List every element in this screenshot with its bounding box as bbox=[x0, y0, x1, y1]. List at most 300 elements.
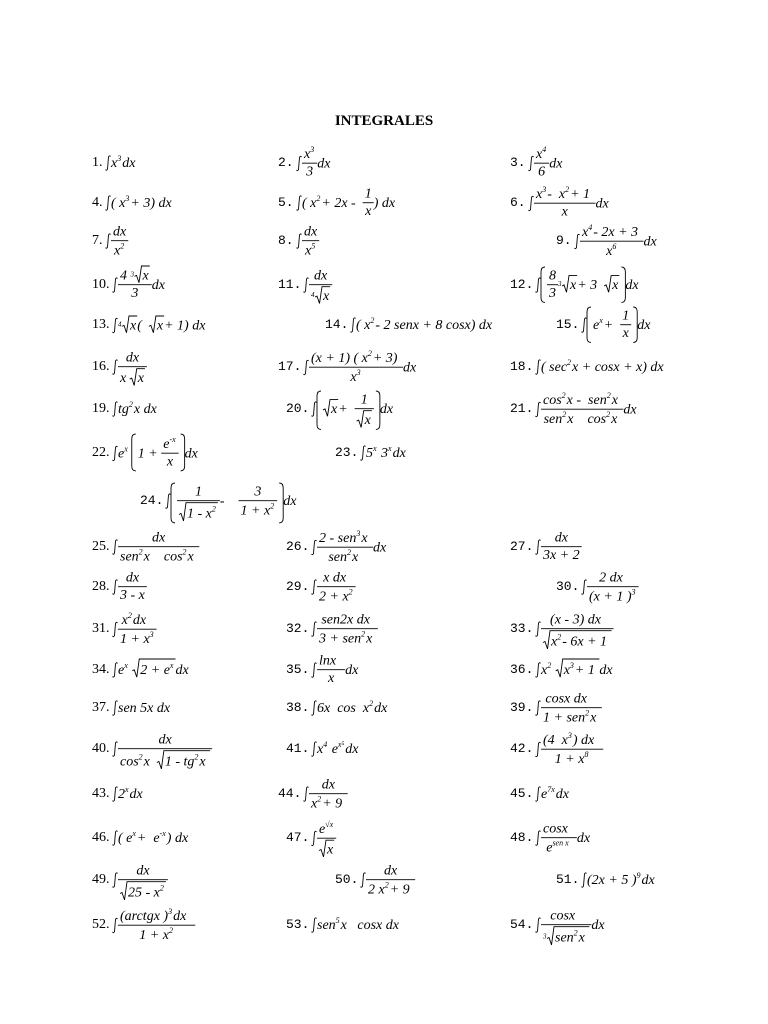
svg-text:2: 2 bbox=[368, 882, 376, 898]
svg-text:1 +: 1 + bbox=[240, 503, 261, 519]
integral-problem bbox=[286, 389, 400, 432]
svg-text:(: ( bbox=[301, 195, 307, 211]
svg-text:2 +: 2 + bbox=[139, 662, 160, 678]
problem-number: 2. bbox=[278, 154, 294, 170]
integral-expression bbox=[111, 264, 175, 303]
svg-text:2: 2 bbox=[182, 547, 187, 557]
problem-number: 41. bbox=[286, 740, 310, 756]
svg-text:dx: dx bbox=[151, 530, 165, 546]
svg-text:x dx: x dx bbox=[323, 570, 347, 586]
problem-number: 19. bbox=[92, 400, 110, 416]
integral-problem bbox=[92, 223, 132, 260]
svg-text:(: ( bbox=[136, 317, 142, 333]
problem-number: 28. bbox=[92, 578, 110, 594]
svg-text:x: x bbox=[373, 444, 377, 454]
svg-text:-x: -x bbox=[159, 829, 166, 839]
svg-text:tg: tg bbox=[183, 754, 194, 770]
svg-text:sen: sen bbox=[342, 631, 362, 647]
integral-problem bbox=[510, 529, 585, 565]
svg-text:tg: tg bbox=[117, 401, 129, 417]
formula-svg bbox=[111, 569, 150, 605]
formula-svg bbox=[534, 265, 646, 305]
svg-text:) dx: ) dx bbox=[573, 732, 595, 748]
problem-number: 3. bbox=[510, 154, 526, 170]
svg-text:dx: dx bbox=[637, 317, 651, 333]
problem-number: 15. bbox=[556, 316, 580, 332]
svg-text:e: e bbox=[332, 741, 339, 757]
svg-text:x: x bbox=[562, 732, 569, 748]
integral-expression bbox=[573, 222, 667, 261]
svg-text:dx: dx bbox=[125, 570, 139, 586]
svg-text:3: 3 bbox=[167, 906, 172, 916]
svg-text:dx: dx bbox=[384, 863, 398, 879]
svg-text:+ 3): + 3) bbox=[373, 350, 398, 366]
svg-text:4: 4 bbox=[117, 319, 121, 328]
svg-text:2: 2 bbox=[117, 786, 125, 802]
svg-text:x: x bbox=[341, 917, 348, 933]
problem-number: 1. bbox=[92, 154, 103, 170]
integral-problem bbox=[510, 657, 623, 680]
formula-svg bbox=[534, 611, 617, 651]
svg-text:x: x bbox=[142, 631, 150, 647]
formula-svg bbox=[310, 915, 413, 936]
svg-text:x: x bbox=[579, 930, 586, 946]
formula-svg bbox=[104, 153, 146, 174]
integral-problem bbox=[286, 915, 413, 936]
svg-text:2: 2 bbox=[361, 629, 366, 639]
svg-text:x: x bbox=[378, 882, 386, 898]
integral-problem bbox=[510, 357, 674, 378]
integral-problem bbox=[286, 528, 397, 567]
problem-number: 29. bbox=[286, 578, 310, 594]
integral-expression bbox=[527, 184, 619, 221]
problem-number: 46. bbox=[92, 829, 110, 845]
problem-number: 22. bbox=[92, 444, 110, 460]
integral-problem bbox=[510, 611, 617, 651]
integral-expression bbox=[111, 906, 199, 945]
problem-number: 44. bbox=[278, 785, 302, 801]
integral-problem bbox=[510, 184, 619, 221]
problem-number: 42. bbox=[510, 740, 534, 756]
integral-problem bbox=[92, 264, 175, 303]
formula-svg bbox=[310, 611, 381, 648]
svg-text:3: 3 bbox=[149, 629, 154, 639]
integral-problem bbox=[510, 784, 579, 805]
svg-text:x: x bbox=[535, 186, 542, 202]
svg-text:dx: dx bbox=[380, 401, 394, 417]
svg-text:3: 3 bbox=[254, 484, 262, 500]
formula-svg bbox=[573, 222, 667, 261]
problem-number: 4. bbox=[92, 194, 103, 210]
formula-svg bbox=[104, 223, 132, 260]
svg-text:3: 3 bbox=[356, 367, 361, 377]
svg-text:2: 2 bbox=[562, 390, 567, 400]
integral-expression bbox=[359, 862, 419, 899]
svg-text:5: 5 bbox=[366, 445, 374, 461]
svg-text:sen x: sen x bbox=[552, 838, 570, 848]
svg-text:x: x bbox=[365, 413, 372, 429]
formula-svg bbox=[349, 315, 510, 336]
svg-text:x -: x - bbox=[567, 392, 582, 408]
svg-text:3: 3 bbox=[356, 528, 361, 538]
integral-problem bbox=[92, 349, 150, 388]
formula-svg bbox=[302, 348, 427, 387]
svg-text:cos: cos bbox=[543, 392, 563, 408]
svg-text:2: 2 bbox=[193, 752, 198, 762]
svg-text:x: x bbox=[166, 454, 173, 470]
svg-text:) dx: ) dx bbox=[373, 195, 395, 211]
svg-text:sen: sen bbox=[566, 710, 586, 726]
integral-expression bbox=[534, 529, 585, 565]
svg-text:(x + 1 ): (x + 1 ) bbox=[589, 589, 632, 605]
integral-expression bbox=[111, 862, 171, 902]
svg-text:sen: sen bbox=[328, 549, 348, 565]
svg-text:cos: cos bbox=[550, 908, 570, 924]
integral-expression bbox=[111, 731, 216, 771]
integral-expression bbox=[359, 443, 416, 464]
problem-number: 11. bbox=[278, 276, 302, 292]
problem-number: 10. bbox=[92, 276, 110, 292]
svg-text:+ 9: + 9 bbox=[322, 796, 343, 812]
integral-expression bbox=[111, 399, 167, 420]
formula-svg bbox=[310, 739, 369, 760]
svg-text:- 2 senx + 8 cosx) dx: - 2 senx + 8 cosx) dx bbox=[375, 317, 493, 333]
svg-text:(: ( bbox=[117, 830, 123, 846]
formula-svg bbox=[111, 906, 199, 945]
svg-text:x: x bbox=[581, 224, 588, 240]
problem-number: 53. bbox=[286, 916, 310, 932]
svg-text:x: x bbox=[311, 796, 318, 812]
svg-text:x: x bbox=[303, 146, 310, 162]
svg-text:dx: dx bbox=[373, 539, 387, 555]
svg-text:+ 1) dx: + 1) dx bbox=[163, 317, 205, 333]
integral-expression bbox=[295, 223, 323, 260]
svg-text:2 +: 2 + bbox=[319, 589, 340, 605]
integral-problem bbox=[278, 223, 323, 260]
integral-expression bbox=[349, 315, 510, 336]
problem-number: 7. bbox=[92, 232, 103, 248]
integral-expression bbox=[580, 569, 642, 606]
integral-expression bbox=[534, 784, 579, 805]
svg-text:sen 5x dx: sen 5x dx bbox=[117, 700, 170, 716]
svg-text:4: 4 bbox=[311, 291, 315, 300]
problem-number: 24. bbox=[140, 492, 164, 508]
integral-expression bbox=[111, 314, 216, 336]
problem-number: 37. bbox=[92, 699, 110, 715]
formula-svg bbox=[111, 610, 160, 649]
svg-text:9: 9 bbox=[636, 871, 641, 881]
formula-svg bbox=[310, 528, 397, 567]
formula-svg bbox=[359, 862, 419, 899]
formula-svg bbox=[534, 820, 601, 857]
svg-text:(x - 3) dx: (x - 3) dx bbox=[550, 612, 602, 628]
svg-text:dx: dx bbox=[157, 732, 172, 748]
svg-text:-: - bbox=[546, 186, 552, 202]
svg-text:7x: 7x bbox=[547, 785, 556, 795]
svg-text:2: 2 bbox=[159, 883, 164, 893]
formula-svg bbox=[302, 776, 351, 813]
svg-text:x: x bbox=[304, 243, 311, 259]
svg-text:) dx: ) dx bbox=[166, 830, 188, 846]
svg-text:sen: sen bbox=[588, 392, 608, 408]
svg-text:x: x bbox=[541, 662, 548, 678]
integral-problem bbox=[92, 314, 216, 336]
svg-text:- 2x + 3: - 2x + 3 bbox=[592, 224, 638, 240]
svg-text:8: 8 bbox=[584, 749, 589, 759]
svg-text:3 +: 3 + bbox=[319, 631, 340, 647]
problem-number: 21. bbox=[510, 400, 534, 416]
svg-text:x: x bbox=[561, 204, 568, 220]
svg-text:+: + bbox=[338, 401, 349, 417]
integral-problem bbox=[92, 731, 216, 771]
integral-problem bbox=[286, 652, 369, 688]
integral-expression bbox=[111, 657, 199, 680]
svg-text:x: x bbox=[309, 195, 316, 211]
integral-expression bbox=[534, 357, 674, 378]
svg-text:(: ( bbox=[541, 359, 547, 375]
integral-problem bbox=[335, 443, 416, 464]
problem-number: 50. bbox=[335, 871, 359, 887]
integral-problem bbox=[510, 144, 573, 181]
svg-text:+ 9: + 9 bbox=[390, 882, 411, 898]
svg-text:x: x bbox=[153, 885, 160, 901]
svg-text:4: 4 bbox=[323, 740, 328, 750]
problem-number: 8. bbox=[278, 232, 294, 248]
svg-text:e: e bbox=[163, 662, 170, 678]
svg-text:cos: cos bbox=[545, 691, 565, 707]
svg-text:x: x bbox=[578, 751, 585, 767]
svg-text:x: x bbox=[113, 243, 120, 259]
svg-text:6x: 6x bbox=[317, 700, 331, 716]
svg-text:3: 3 bbox=[130, 270, 134, 279]
svg-text:2: 2 bbox=[127, 610, 132, 620]
svg-text:3: 3 bbox=[116, 154, 121, 164]
integral-expression bbox=[111, 529, 203, 566]
svg-text:2: 2 bbox=[349, 587, 354, 597]
svg-text:3: 3 bbox=[381, 445, 389, 461]
formula-svg bbox=[111, 657, 199, 680]
svg-text:x: x bbox=[362, 350, 369, 366]
formula-svg bbox=[295, 223, 323, 260]
svg-text:2: 2 bbox=[606, 409, 611, 419]
problem-number: 14. bbox=[325, 316, 349, 332]
svg-text:x: x bbox=[169, 661, 173, 671]
formula-svg bbox=[164, 481, 303, 525]
svg-text:x: x bbox=[350, 369, 358, 385]
formula-svg bbox=[310, 698, 398, 719]
svg-text:3: 3 bbox=[305, 164, 313, 180]
svg-text:25 -: 25 - bbox=[127, 885, 150, 901]
integral-problem bbox=[92, 657, 199, 680]
integral-problem bbox=[92, 906, 199, 945]
integral-expression bbox=[534, 690, 605, 727]
svg-text:2: 2 bbox=[385, 880, 390, 890]
problem-number: 26. bbox=[286, 538, 310, 554]
svg-text:x: x bbox=[123, 444, 128, 454]
svg-text:dx: dx bbox=[623, 401, 638, 417]
formula-svg bbox=[111, 432, 205, 473]
svg-text:x: x bbox=[611, 411, 618, 427]
svg-text:x: x bbox=[118, 195, 125, 211]
integral-expression bbox=[310, 819, 340, 859]
problem-number: 18. bbox=[510, 358, 534, 374]
svg-text:2: 2 bbox=[119, 241, 124, 251]
formula-svg bbox=[111, 731, 216, 771]
svg-text:x: x bbox=[327, 842, 334, 858]
formula-svg bbox=[534, 357, 674, 378]
problem-number: 5. bbox=[278, 194, 294, 210]
svg-text:x + cosx + x) dx: x + cosx + x) dx bbox=[572, 359, 665, 375]
problem-number: 45. bbox=[510, 785, 534, 801]
integral-problem bbox=[278, 348, 427, 387]
integral-problem bbox=[278, 144, 341, 181]
svg-text:x: x bbox=[567, 411, 574, 427]
svg-text:3: 3 bbox=[124, 194, 129, 204]
problem-number: 12. bbox=[510, 276, 534, 292]
problem-number: 52. bbox=[92, 916, 110, 932]
integral-expression bbox=[534, 611, 617, 651]
svg-text:1 -: 1 - bbox=[164, 754, 180, 770]
integral-problem bbox=[286, 569, 359, 606]
svg-text:x: x bbox=[361, 530, 368, 546]
formula-svg bbox=[534, 390, 647, 429]
formula-svg bbox=[111, 828, 199, 849]
formula-svg bbox=[295, 185, 406, 221]
svg-text:dx: dx bbox=[303, 224, 317, 240]
svg-text:x: x bbox=[366, 631, 373, 647]
svg-text:x: x bbox=[623, 326, 630, 342]
svg-text:x: x bbox=[342, 589, 350, 605]
problem-number: 30. bbox=[556, 578, 580, 594]
integral-expression bbox=[310, 611, 381, 648]
svg-text:2: 2 bbox=[562, 409, 567, 419]
svg-text:x: x bbox=[564, 662, 571, 678]
svg-text:2: 2 bbox=[567, 358, 572, 368]
problem-number: 31. bbox=[92, 620, 110, 636]
svg-text:2: 2 bbox=[557, 632, 562, 642]
svg-text:2 -: 2 - bbox=[319, 530, 335, 546]
svg-text:x: x bbox=[198, 754, 206, 770]
integral-problem bbox=[92, 784, 153, 805]
integral-problem bbox=[286, 698, 398, 719]
svg-text:x dx: x dx bbox=[133, 401, 157, 417]
svg-text:2: 2 bbox=[369, 699, 374, 709]
svg-text:dx: dx bbox=[184, 445, 198, 461]
svg-text:x: x bbox=[363, 700, 370, 716]
svg-text:cos: cos bbox=[163, 549, 183, 565]
svg-text:x: x bbox=[599, 316, 604, 326]
integral-problem bbox=[286, 739, 369, 760]
formula-svg bbox=[310, 652, 369, 688]
svg-text:dx: dx bbox=[625, 277, 639, 293]
problem-number: 20. bbox=[286, 400, 310, 416]
integral-problem bbox=[556, 222, 667, 261]
integral-problem bbox=[556, 870, 665, 891]
integral-problem bbox=[325, 315, 510, 336]
svg-text:1: 1 bbox=[622, 308, 630, 324]
svg-text:cos: cos bbox=[119, 754, 139, 770]
integral-problem bbox=[92, 862, 171, 902]
integral-expression bbox=[295, 185, 406, 221]
svg-text:x: x bbox=[558, 186, 565, 202]
integral-expression bbox=[534, 657, 623, 680]
formula-svg bbox=[111, 314, 216, 336]
formula-svg bbox=[104, 193, 182, 214]
svg-text:x: x bbox=[352, 549, 359, 565]
integral-expression bbox=[527, 144, 573, 181]
svg-text:x⁵: x⁵ bbox=[338, 740, 345, 750]
svg-text:x: x bbox=[187, 549, 194, 565]
integral-expression bbox=[111, 349, 150, 388]
svg-text:x: x bbox=[323, 289, 330, 305]
integral-expression bbox=[310, 389, 400, 432]
svg-text:3: 3 bbox=[541, 184, 546, 194]
svg-text:2: 2 bbox=[585, 708, 590, 718]
svg-text:+ 1: + 1 bbox=[575, 662, 596, 678]
svg-text:sen: sen bbox=[543, 411, 563, 427]
formula-svg bbox=[534, 690, 605, 727]
svg-text:+: + bbox=[136, 830, 146, 846]
svg-text:dx: dx bbox=[595, 195, 609, 211]
svg-text:e: e bbox=[546, 840, 553, 856]
problem-number: 9. bbox=[556, 232, 572, 248]
integral-problem bbox=[92, 193, 182, 214]
svg-text:-x: -x bbox=[168, 434, 176, 444]
integral-problem bbox=[92, 399, 167, 420]
svg-text:x: x bbox=[123, 661, 128, 671]
integral-expression bbox=[111, 784, 153, 805]
formula-svg bbox=[534, 529, 585, 565]
problem-number: 25. bbox=[92, 538, 110, 554]
svg-text:1: 1 bbox=[195, 484, 203, 500]
formula-svg bbox=[111, 862, 171, 902]
svg-text:x: x bbox=[590, 710, 597, 726]
problem-number: 54. bbox=[510, 916, 534, 932]
svg-text:e: e bbox=[319, 821, 326, 837]
svg-text:e: e bbox=[117, 662, 124, 678]
svg-text:x: x bbox=[535, 146, 542, 162]
formula-svg bbox=[302, 267, 336, 306]
svg-text:e: e bbox=[152, 830, 160, 846]
integral-expression bbox=[295, 144, 341, 181]
svg-text:3: 3 bbox=[570, 661, 575, 671]
svg-text:dx: dx bbox=[151, 277, 165, 293]
svg-text:x: x bbox=[137, 371, 144, 387]
svg-text:dx: dx bbox=[174, 662, 189, 678]
svg-text:e: e bbox=[117, 445, 124, 461]
svg-text:2: 2 bbox=[574, 928, 579, 938]
formula-svg bbox=[111, 264, 175, 303]
svg-text:x: x bbox=[364, 204, 371, 220]
svg-text:sen: sen bbox=[338, 530, 357, 546]
svg-text:3: 3 bbox=[558, 279, 562, 288]
integral-problem bbox=[92, 529, 203, 566]
problem-number: 27. bbox=[510, 538, 534, 554]
problem-number: 51. bbox=[556, 871, 580, 887]
svg-text:1 -: 1 - bbox=[187, 506, 203, 522]
formula-svg bbox=[111, 349, 150, 388]
integral-problem bbox=[278, 776, 351, 813]
svg-text:x: x bbox=[131, 829, 136, 839]
integral-expression bbox=[104, 223, 132, 260]
svg-text:5: 5 bbox=[310, 241, 315, 251]
svg-text:e: e bbox=[162, 436, 169, 452]
integral-expression bbox=[310, 569, 359, 606]
svg-text:x: x bbox=[612, 277, 619, 293]
svg-text:cos: cos bbox=[587, 411, 607, 427]
svg-text:- 6x + 1: - 6x + 1 bbox=[562, 634, 608, 650]
svg-text:dx: dx bbox=[643, 233, 657, 249]
